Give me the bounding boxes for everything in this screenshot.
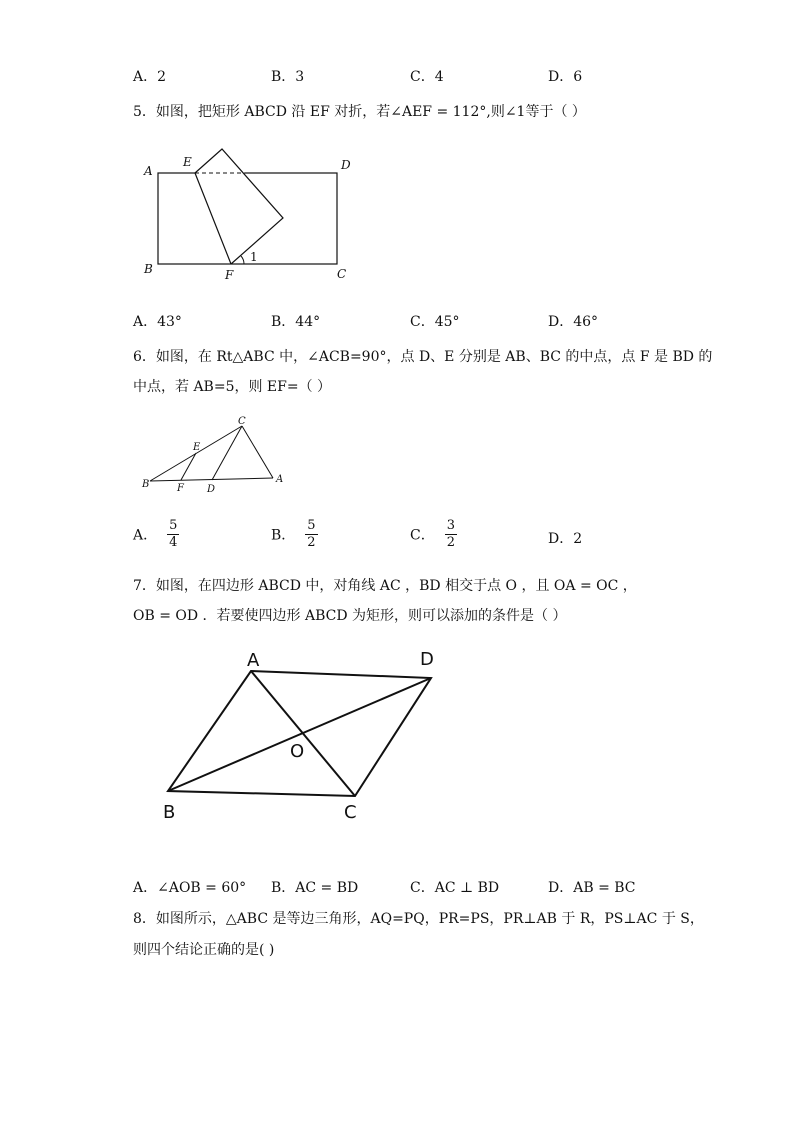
q6-side-ba [150,478,273,481]
q8-stem-line1: 8．如图所示，△ABC 是等边三角形，AQ=PQ，PR=PS，PR⊥AB 于 R，PS⊥AC 于 S， [133,911,704,927]
q5-rectangle [158,173,337,264]
q5-label-angle1: 1 [250,250,258,264]
q7-label-b: B [163,802,176,823]
q6-label-b: B [142,479,150,490]
q5-angle-arc [241,256,244,264]
q4-option-d[interactable]: D．6 [548,69,583,85]
q6-option-b-denominator: 2 [307,535,316,550]
q8-stem-line2: 则四个结论正确的是( ) [133,942,275,958]
q6-option-a-denominator: 4 [169,535,178,550]
q6-option-a-label: A． [133,527,158,544]
q4-option-b[interactable]: B．3 [271,69,305,85]
q6-options [133,518,693,560]
q5-label-b: B [144,262,153,276]
q6-label-d: D [207,484,216,495]
q6-option-a-numerator: 5 [169,518,178,533]
q4-option-a[interactable]: A．2 [133,69,167,85]
q5-label-a: A [144,164,153,178]
q6-option-c[interactable] [410,518,457,551]
q7-label-a: A [247,650,260,671]
q5-figure [138,140,368,285]
q6-side-ca [242,426,273,478]
q5-label-c: C [337,267,347,281]
q5-label-e: E [183,155,192,169]
q7-option-a[interactable]: A．∠AOB = 60° [133,880,247,896]
q7-label-o: O [290,741,305,762]
q7-label-c: C [344,802,357,823]
q6-option-b[interactable] [271,518,318,551]
q7-option-b[interactable]: B．AC = BD [271,880,359,896]
q7-stem-line1: 7．如图，在四边形 ABCD 中，对角线 AC ，BD 相交于点 O ，且 OA = OC ， [133,578,637,594]
q6-option-c-label: C． [410,527,435,544]
q6-label-e: E [193,442,201,453]
q6-stem-line2: 中点，若 AB=5，则 EF=（ ） [133,379,332,395]
q6-label-c: C [238,416,246,427]
q7-label-d: D [420,649,434,670]
q7-option-d[interactable]: D．AB = BC [548,880,636,896]
q5-option-c[interactable]: C．45° [410,314,460,330]
q6-option-d[interactable] [548,528,582,548]
q7-stem-line2: OB = OD ．若要使四边形 ABCD 为矩形，则可以添加的条件是（ ） [133,608,567,624]
q5-option-b[interactable]: B．44° [271,314,321,330]
q7-figure [155,643,445,828]
q6-segment-ef [181,453,196,480]
q6-option-b-label: B． [271,527,296,544]
q6-option-c-fraction [445,518,457,551]
q7-option-c[interactable]: C．AC ⊥ BD [410,880,500,896]
q6-label-f: F [177,483,184,494]
q5-option-d[interactable]: D．46° [548,314,599,330]
q5-fold-line-ef [195,173,231,264]
q6-option-a-fraction [167,518,179,551]
q4-option-c[interactable]: C．4 [410,69,444,85]
q5-options [133,311,693,333]
q6-option-b-fraction [305,518,317,551]
q6-figure [138,410,288,498]
q5-option-a[interactable]: A．43° [133,314,182,330]
q6-label-a: A [276,474,284,485]
q5-label-d: D [341,158,351,172]
q6-option-c-numerator: 3 [446,518,455,533]
q6-stem-line1: 6．如图，在 Rt△ABC 中，∠ACB=90°，点 D、E 分别是 AB、BC 的中点，点 F 是 BD 的 [133,349,713,365]
q5-stem: 5．如图，把矩形 ABCD 沿 EF 对折，若∠AEF = 112°,则∠1等于（ ） [133,104,586,120]
q7-options [133,877,693,899]
q6-option-b-numerator: 5 [307,518,316,533]
q6-option-d-text: D．2 [548,531,583,547]
q6-segment-cd [212,426,242,480]
q5-label-f: F [225,268,234,282]
q6-option-c-denominator: 2 [446,535,455,550]
q4-options [133,66,693,88]
q6-option-a[interactable] [133,518,179,551]
